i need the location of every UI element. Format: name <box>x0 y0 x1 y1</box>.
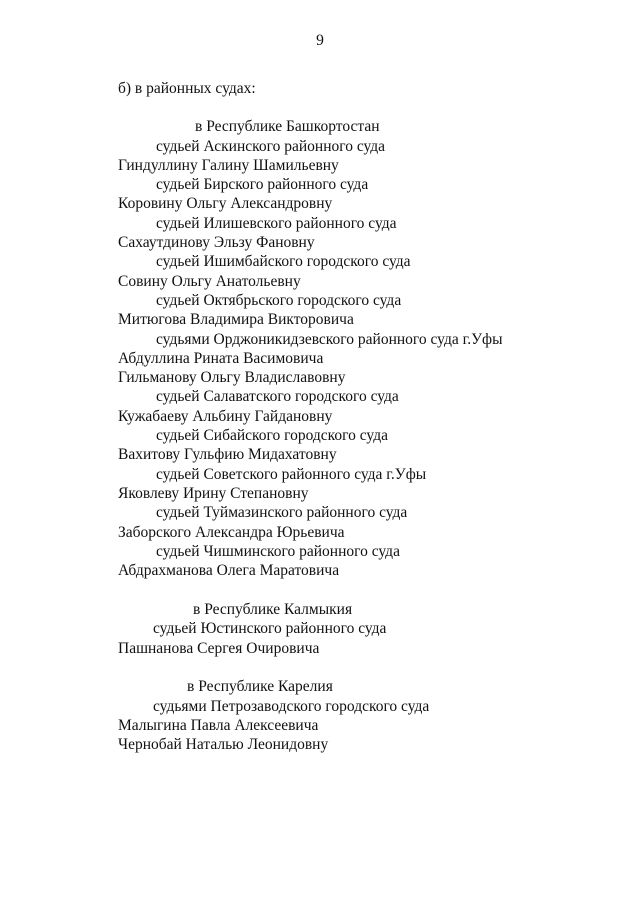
court-line: судьей Юстинского районного суда <box>153 620 387 638</box>
court-line: судьей Бирского районного суда <box>156 176 369 194</box>
judge-name: Совину Ольгу Анатольевну <box>118 272 301 290</box>
region-section-bashkortostan <box>118 117 618 580</box>
court-line: судьей Ишимбайского городского суда <box>156 253 411 271</box>
court-line: судьями Орджоникидзевского районного суда г.Уфы <box>156 330 503 348</box>
judge-name: Гильманову Ольгу Владиславовну <box>118 369 346 387</box>
judge-name: Яковлеву Ирину Степановну <box>118 484 309 502</box>
court-line: судьей Аскинского районного суда <box>156 137 386 155</box>
judge-name: Абдрахманова Олега Маратовича <box>118 562 340 580</box>
court-line: судьей Советского районного суда г.Уфы <box>156 465 427 483</box>
section-spacer <box>118 658 618 678</box>
judge-name: Чернобай Наталью Леонидовну <box>118 736 329 754</box>
court-line: судьей Салаватского городского суда <box>156 388 399 406</box>
document-body <box>118 79 618 755</box>
court-line: судьей Сибайского городского суда <box>156 427 388 445</box>
court-line: судьей Октябрьского городского суда <box>156 291 402 309</box>
judge-name: Сахаутдинову Эльзу Фановну <box>118 234 315 252</box>
region-heading: в Республике Башкортостан <box>195 118 380 136</box>
region-heading: в Республике Карелия <box>187 678 333 696</box>
judge-name: Коровину Ольгу Александровну <box>118 195 333 213</box>
section-intro: б) в районных судах: <box>118 80 256 97</box>
region-heading: в Республике Калмыкия <box>193 600 353 618</box>
judge-name: Кужабаеву Альбину Гайдановну <box>118 407 333 425</box>
court-line: судьями Петрозаводского городского суда <box>153 697 430 715</box>
judge-name: Пашнанова Сергея Очировича <box>118 639 320 657</box>
court-line: судьей Туймазинского районного суда <box>156 504 408 522</box>
judge-name: Митюгова Владимира Викторовича <box>118 311 354 329</box>
court-line: судьей Чишминского районного суда <box>156 542 400 560</box>
region-section-kalmykia <box>118 600 618 658</box>
court-line: судьей Илишевского районного суда <box>156 214 397 232</box>
region-section-karelia <box>118 677 618 754</box>
judge-name: Заборского Александра Юрьевича <box>118 523 345 541</box>
page-number: 9 <box>316 32 324 49</box>
judge-name: Вахитову Гульфию Мидахатовну <box>118 446 337 464</box>
judge-name: Гиндуллину Галину Шамильевну <box>118 156 339 174</box>
judge-name: Малыгина Павла Алексеевича <box>118 716 319 734</box>
judge-name: Абдуллина Рината Васимовича <box>118 349 324 367</box>
section-spacer <box>118 580 618 600</box>
